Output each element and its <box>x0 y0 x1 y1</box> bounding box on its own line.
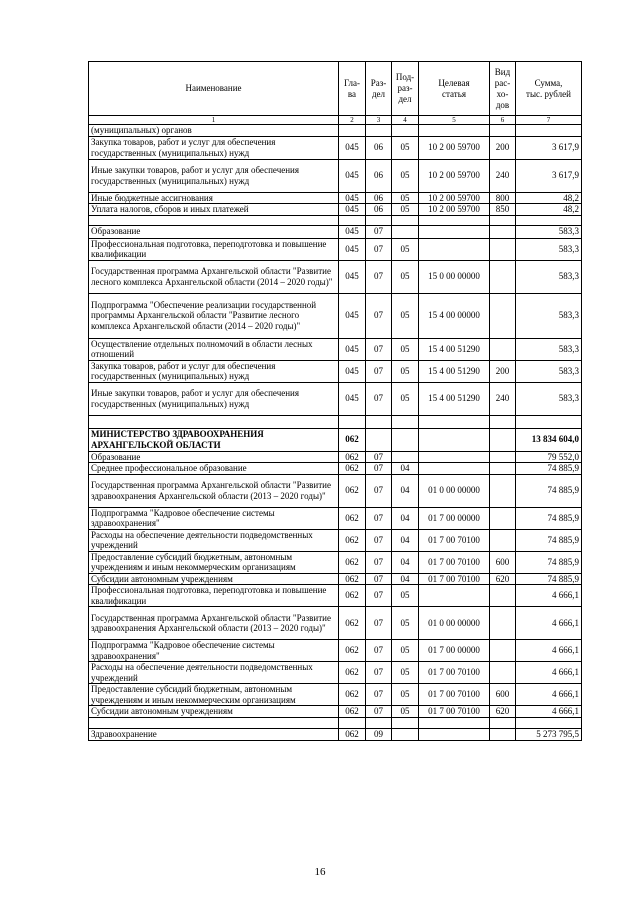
cell-g: 045 <box>339 136 366 159</box>
cell-g: 045 <box>339 360 366 382</box>
cell-s: 13 834 604,0 <box>516 428 582 451</box>
cell-p: 05 <box>392 260 419 293</box>
cell-s: 4 666,1 <box>516 706 582 718</box>
cell-v <box>490 338 516 360</box>
cell-r: 07 <box>366 706 392 718</box>
table-row <box>89 474 582 507</box>
cell-r <box>366 717 392 728</box>
cell-p: 04 <box>392 507 419 529</box>
cell-g: 062 <box>339 573 366 585</box>
cell-v <box>490 215 516 225</box>
cell-g: 062 <box>339 662 366 684</box>
cell-g <box>339 125 366 137</box>
cell-p <box>392 225 419 238</box>
cell-r: 07 <box>366 451 392 463</box>
col-num: 1 <box>89 116 339 125</box>
cell-name: Предоставление субсидий бюджетным, автономным учреждениям и иным некоммерческим организациям <box>89 684 339 706</box>
header-sum: Сумма, тыс. рублей <box>516 62 582 116</box>
cell-r <box>366 415 392 428</box>
cell-p: 04 <box>392 573 419 585</box>
cell-p: 05 <box>392 192 419 204</box>
cell-s: 74 885,9 <box>516 463 582 475</box>
cell-r: 07 <box>366 463 392 475</box>
table-row <box>89 529 582 551</box>
cell-v <box>490 717 516 728</box>
header-name: Наименование <box>89 62 339 116</box>
cell-p: 05 <box>392 662 419 684</box>
cell-v: 600 <box>490 551 516 573</box>
table-row <box>89 204 582 216</box>
cell-t <box>419 451 490 463</box>
cell-g: 062 <box>339 529 366 551</box>
cell-r: 07 <box>366 640 392 662</box>
budget-table <box>88 61 582 741</box>
table-row <box>89 728 582 740</box>
table-row <box>89 260 582 293</box>
cell-p <box>392 428 419 451</box>
cell-p <box>392 717 419 728</box>
table-row <box>89 238 582 260</box>
cell-t: 01 7 00 70100 <box>419 551 490 573</box>
cell-g: 045 <box>339 293 366 338</box>
cell-v <box>490 463 516 475</box>
table-row <box>89 706 582 718</box>
cell-p <box>392 451 419 463</box>
cell-p: 05 <box>392 360 419 382</box>
cell-p <box>392 215 419 225</box>
cell-name <box>89 717 339 728</box>
cell-p: 05 <box>392 204 419 216</box>
cell-g: 062 <box>339 451 366 463</box>
cell-s: 74 885,9 <box>516 529 582 551</box>
cell-v <box>490 260 516 293</box>
col-num: 2 <box>339 116 366 125</box>
table-row <box>89 159 582 192</box>
cell-v <box>490 293 516 338</box>
cell-p: 04 <box>392 551 419 573</box>
cell-t <box>419 125 490 137</box>
table-row <box>89 662 582 684</box>
table-row <box>89 293 582 338</box>
table-row <box>89 551 582 573</box>
cell-v: 620 <box>490 573 516 585</box>
cell-t: 01 0 00 00000 <box>419 607 490 640</box>
cell-g: 045 <box>339 204 366 216</box>
cell-s: 4 666,1 <box>516 662 582 684</box>
cell-name: Здравоохранение <box>89 728 339 740</box>
cell-r <box>366 125 392 137</box>
cell-v <box>490 451 516 463</box>
table-row <box>89 192 582 204</box>
cell-v: 800 <box>490 192 516 204</box>
table-row <box>89 225 582 238</box>
cell-s: 79 552,0 <box>516 451 582 463</box>
cell-g <box>339 215 366 225</box>
table-header-row <box>89 62 582 116</box>
cell-r: 07 <box>366 474 392 507</box>
cell-t: 01 7 00 70100 <box>419 684 490 706</box>
cell-v: 620 <box>490 706 516 718</box>
cell-name: Образование <box>89 225 339 238</box>
col-num: 7 <box>516 116 582 125</box>
cell-s: 48,2 <box>516 204 582 216</box>
table-row <box>89 607 582 640</box>
cell-name: Подпрограмма "Кадровое обеспечение системы здравоохранения" <box>89 640 339 662</box>
cell-name: Государственная программа Архангельской области "Развитие здравоохранения Архангельской области (2013 – 2020 годы)" <box>89 474 339 507</box>
cell-v: 850 <box>490 204 516 216</box>
cell-t <box>419 238 490 260</box>
cell-v: 240 <box>490 382 516 415</box>
cell-v: 240 <box>490 159 516 192</box>
cell-name: Предоставление субсидий бюджетным, автономным учреждениям и иным некоммерческим организациям <box>89 551 339 573</box>
cell-g <box>339 717 366 728</box>
cell-s <box>516 125 582 137</box>
cell-g <box>339 415 366 428</box>
cell-name: Профессиональная подготовка, переподготовка и повышение квалификации <box>89 238 339 260</box>
cell-t: 01 7 00 70100 <box>419 662 490 684</box>
table-row <box>89 215 582 225</box>
cell-name: Иные бюджетные ассигнования <box>89 192 339 204</box>
cell-g: 045 <box>339 238 366 260</box>
cell-r: 07 <box>366 382 392 415</box>
cell-t: 15 4 00 00000 <box>419 293 490 338</box>
cell-g: 045 <box>339 225 366 238</box>
cell-v <box>490 125 516 137</box>
cell-g: 062 <box>339 428 366 451</box>
cell-r <box>366 428 392 451</box>
cell-v <box>490 529 516 551</box>
cell-t: 01 0 00 00000 <box>419 474 490 507</box>
cell-t <box>419 463 490 475</box>
cell-t: 01 7 00 70100 <box>419 706 490 718</box>
cell-name <box>89 215 339 225</box>
cell-s: 74 885,9 <box>516 474 582 507</box>
cell-g: 062 <box>339 507 366 529</box>
cell-s <box>516 415 582 428</box>
cell-s <box>516 717 582 728</box>
cell-name: Подпрограмма "Кадровое обеспечение системы здравоохранения" <box>89 507 339 529</box>
cell-name <box>89 415 339 428</box>
cell-p: 04 <box>392 474 419 507</box>
table-row <box>89 360 582 382</box>
cell-t <box>419 717 490 728</box>
cell-name: Профессиональная подготовка, переподготовка и повышение квалификации <box>89 585 339 607</box>
table-row <box>89 684 582 706</box>
cell-v <box>490 474 516 507</box>
cell-name: Осуществление отдельных полномочий в области лесных отношений <box>89 338 339 360</box>
header-podrazdel: Под- раз- дел <box>392 62 419 116</box>
cell-t: 01 7 00 00000 <box>419 507 490 529</box>
col-num: 4 <box>392 116 419 125</box>
cell-s: 583,3 <box>516 225 582 238</box>
cell-s: 3 617,9 <box>516 136 582 159</box>
table-row <box>89 573 582 585</box>
cell-r: 07 <box>366 529 392 551</box>
header-vid: Вид рас- хо- дов <box>490 62 516 116</box>
cell-v: 600 <box>490 684 516 706</box>
cell-g: 062 <box>339 706 366 718</box>
cell-g: 062 <box>339 551 366 573</box>
col-num: 3 <box>366 116 392 125</box>
cell-r: 07 <box>366 507 392 529</box>
cell-p: 05 <box>392 293 419 338</box>
cell-v <box>490 728 516 740</box>
cell-r: 07 <box>366 238 392 260</box>
cell-r: 07 <box>366 585 392 607</box>
table-row <box>89 463 582 475</box>
cell-r: 07 <box>366 684 392 706</box>
cell-t: 15 4 00 51290 <box>419 338 490 360</box>
cell-s: 583,3 <box>516 260 582 293</box>
cell-t: 10 2 00 59700 <box>419 192 490 204</box>
cell-name: Среднее профессиональное образование <box>89 463 339 475</box>
cell-r: 07 <box>366 551 392 573</box>
cell-r <box>366 215 392 225</box>
cell-v <box>490 428 516 451</box>
cell-r: 07 <box>366 360 392 382</box>
cell-s: 583,3 <box>516 382 582 415</box>
cell-v: 200 <box>490 136 516 159</box>
cell-r: 07 <box>366 573 392 585</box>
cell-t: 01 7 00 70100 <box>419 529 490 551</box>
cell-r: 09 <box>366 728 392 740</box>
cell-r: 07 <box>366 260 392 293</box>
cell-v <box>490 238 516 260</box>
cell-p: 05 <box>392 382 419 415</box>
table-row <box>89 382 582 415</box>
cell-t: 10 2 00 59700 <box>419 159 490 192</box>
cell-name: Субсидии автономным учреждениям <box>89 573 339 585</box>
cell-g: 045 <box>339 192 366 204</box>
cell-t <box>419 215 490 225</box>
cell-r: 06 <box>366 204 392 216</box>
cell-s: 3 617,9 <box>516 159 582 192</box>
cell-v <box>490 607 516 640</box>
header-razdel: Раз- дел <box>366 62 392 116</box>
cell-name: (муниципальных) органов <box>89 125 339 137</box>
table-row <box>89 136 582 159</box>
cell-t <box>419 585 490 607</box>
cell-p: 04 <box>392 529 419 551</box>
cell-g: 045 <box>339 338 366 360</box>
cell-r: 06 <box>366 136 392 159</box>
header-glava: Гла- ва <box>339 62 366 116</box>
cell-g: 062 <box>339 585 366 607</box>
cell-v: 200 <box>490 360 516 382</box>
table-row <box>89 507 582 529</box>
table-row <box>89 125 582 137</box>
cell-s: 74 885,9 <box>516 573 582 585</box>
cell-t: 15 0 00 00000 <box>419 260 490 293</box>
cell-p: 05 <box>392 706 419 718</box>
cell-p: 05 <box>392 159 419 192</box>
cell-p: 05 <box>392 238 419 260</box>
cell-v <box>490 507 516 529</box>
cell-t <box>419 428 490 451</box>
cell-t <box>419 415 490 428</box>
page-number: 16 <box>314 866 326 878</box>
cell-p: 05 <box>392 585 419 607</box>
cell-r: 06 <box>366 192 392 204</box>
table-row <box>89 415 582 428</box>
table-row <box>89 717 582 728</box>
cell-p: 05 <box>392 338 419 360</box>
cell-p: 05 <box>392 684 419 706</box>
table-row <box>89 451 582 463</box>
cell-v <box>490 415 516 428</box>
cell-name: Подпрограмма "Обеспечение реализации государственной программы Архангельской области "Развитие лесного комплекса Архангельской области (2014 – 2020 годы)" <box>89 293 339 338</box>
cell-r: 07 <box>366 225 392 238</box>
cell-v <box>490 662 516 684</box>
cell-t: 01 7 00 00000 <box>419 640 490 662</box>
col-num: 5 <box>419 116 490 125</box>
cell-s: 4 666,1 <box>516 607 582 640</box>
cell-g: 062 <box>339 684 366 706</box>
cell-s: 583,3 <box>516 360 582 382</box>
cell-g: 062 <box>339 474 366 507</box>
cell-r: 06 <box>366 159 392 192</box>
header-target: Целевая статья <box>419 62 490 116</box>
cell-name: Уплата налогов, сборов и иных платежей <box>89 204 339 216</box>
cell-p <box>392 728 419 740</box>
cell-r: 07 <box>366 293 392 338</box>
cell-v <box>490 225 516 238</box>
table-row <box>89 428 582 451</box>
cell-s: 48,2 <box>516 192 582 204</box>
cell-g: 062 <box>339 607 366 640</box>
cell-s: 4 666,1 <box>516 585 582 607</box>
cell-t: 15 4 00 51290 <box>419 382 490 415</box>
cell-s: 74 885,9 <box>516 551 582 573</box>
table-row <box>89 338 582 360</box>
cell-name: Образование <box>89 451 339 463</box>
cell-t <box>419 728 490 740</box>
cell-t: 10 2 00 59700 <box>419 204 490 216</box>
cell-name: Субсидии автономным учреждениям <box>89 706 339 718</box>
column-number-row <box>89 116 582 125</box>
cell-g: 045 <box>339 260 366 293</box>
cell-p: 05 <box>392 640 419 662</box>
cell-t: 15 4 00 51290 <box>419 360 490 382</box>
cell-g: 062 <box>339 640 366 662</box>
col-num: 6 <box>490 116 516 125</box>
cell-g: 045 <box>339 159 366 192</box>
cell-name: Государственная программа Архангельской области "Развитие здравоохранения Архангельской области (2013 – 2020 годы)" <box>89 607 339 640</box>
cell-p <box>392 415 419 428</box>
cell-name: Закупка товаров, работ и услуг для обеспечения государственных (муниципальных) нужд <box>89 136 339 159</box>
cell-p: 04 <box>392 463 419 475</box>
cell-s: 4 666,1 <box>516 684 582 706</box>
cell-r: 07 <box>366 662 392 684</box>
table-body <box>89 125 582 741</box>
cell-s: 74 885,9 <box>516 507 582 529</box>
cell-name: Расходы на обеспечение деятельности подведомственных учреждений <box>89 662 339 684</box>
cell-g: 062 <box>339 728 366 740</box>
cell-p <box>392 125 419 137</box>
cell-name: Государственная программа Архангельской области "Развитие лесного комплекса Архангельской области (2014 – 2020 годы)" <box>89 260 339 293</box>
cell-s: 583,3 <box>516 293 582 338</box>
cell-g: 062 <box>339 463 366 475</box>
cell-g: 045 <box>339 382 366 415</box>
cell-v <box>490 585 516 607</box>
cell-t <box>419 225 490 238</box>
cell-name: Расходы на обеспечение деятельности подведомственных учреждений <box>89 529 339 551</box>
cell-s: 5 273 795,5 <box>516 728 582 740</box>
table-row <box>89 640 582 662</box>
cell-s: 583,3 <box>516 338 582 360</box>
cell-s <box>516 215 582 225</box>
cell-name: Закупка товаров, работ и услуг для обеспечения государственных (муниципальных) нужд <box>89 360 339 382</box>
cell-name: Иные закупки товаров, работ и услуг для обеспечения государственных (муниципальных) нужд <box>89 159 339 192</box>
cell-r: 07 <box>366 607 392 640</box>
cell-name: Иные закупки товаров, работ и услуг для обеспечения государственных (муниципальных) нужд <box>89 382 339 415</box>
cell-name: МИНИСТЕРСТВО ЗДРАВООХРАНЕНИЯ АРХАНГЕЛЬСКОЙ ОБЛАСТИ <box>89 428 339 451</box>
cell-p: 05 <box>392 607 419 640</box>
table-row <box>89 585 582 607</box>
cell-p: 05 <box>392 136 419 159</box>
cell-v <box>490 640 516 662</box>
cell-s: 583,3 <box>516 238 582 260</box>
cell-t: 01 7 00 70100 <box>419 573 490 585</box>
cell-t: 10 2 00 59700 <box>419 136 490 159</box>
cell-r: 07 <box>366 338 392 360</box>
cell-s: 4 666,1 <box>516 640 582 662</box>
